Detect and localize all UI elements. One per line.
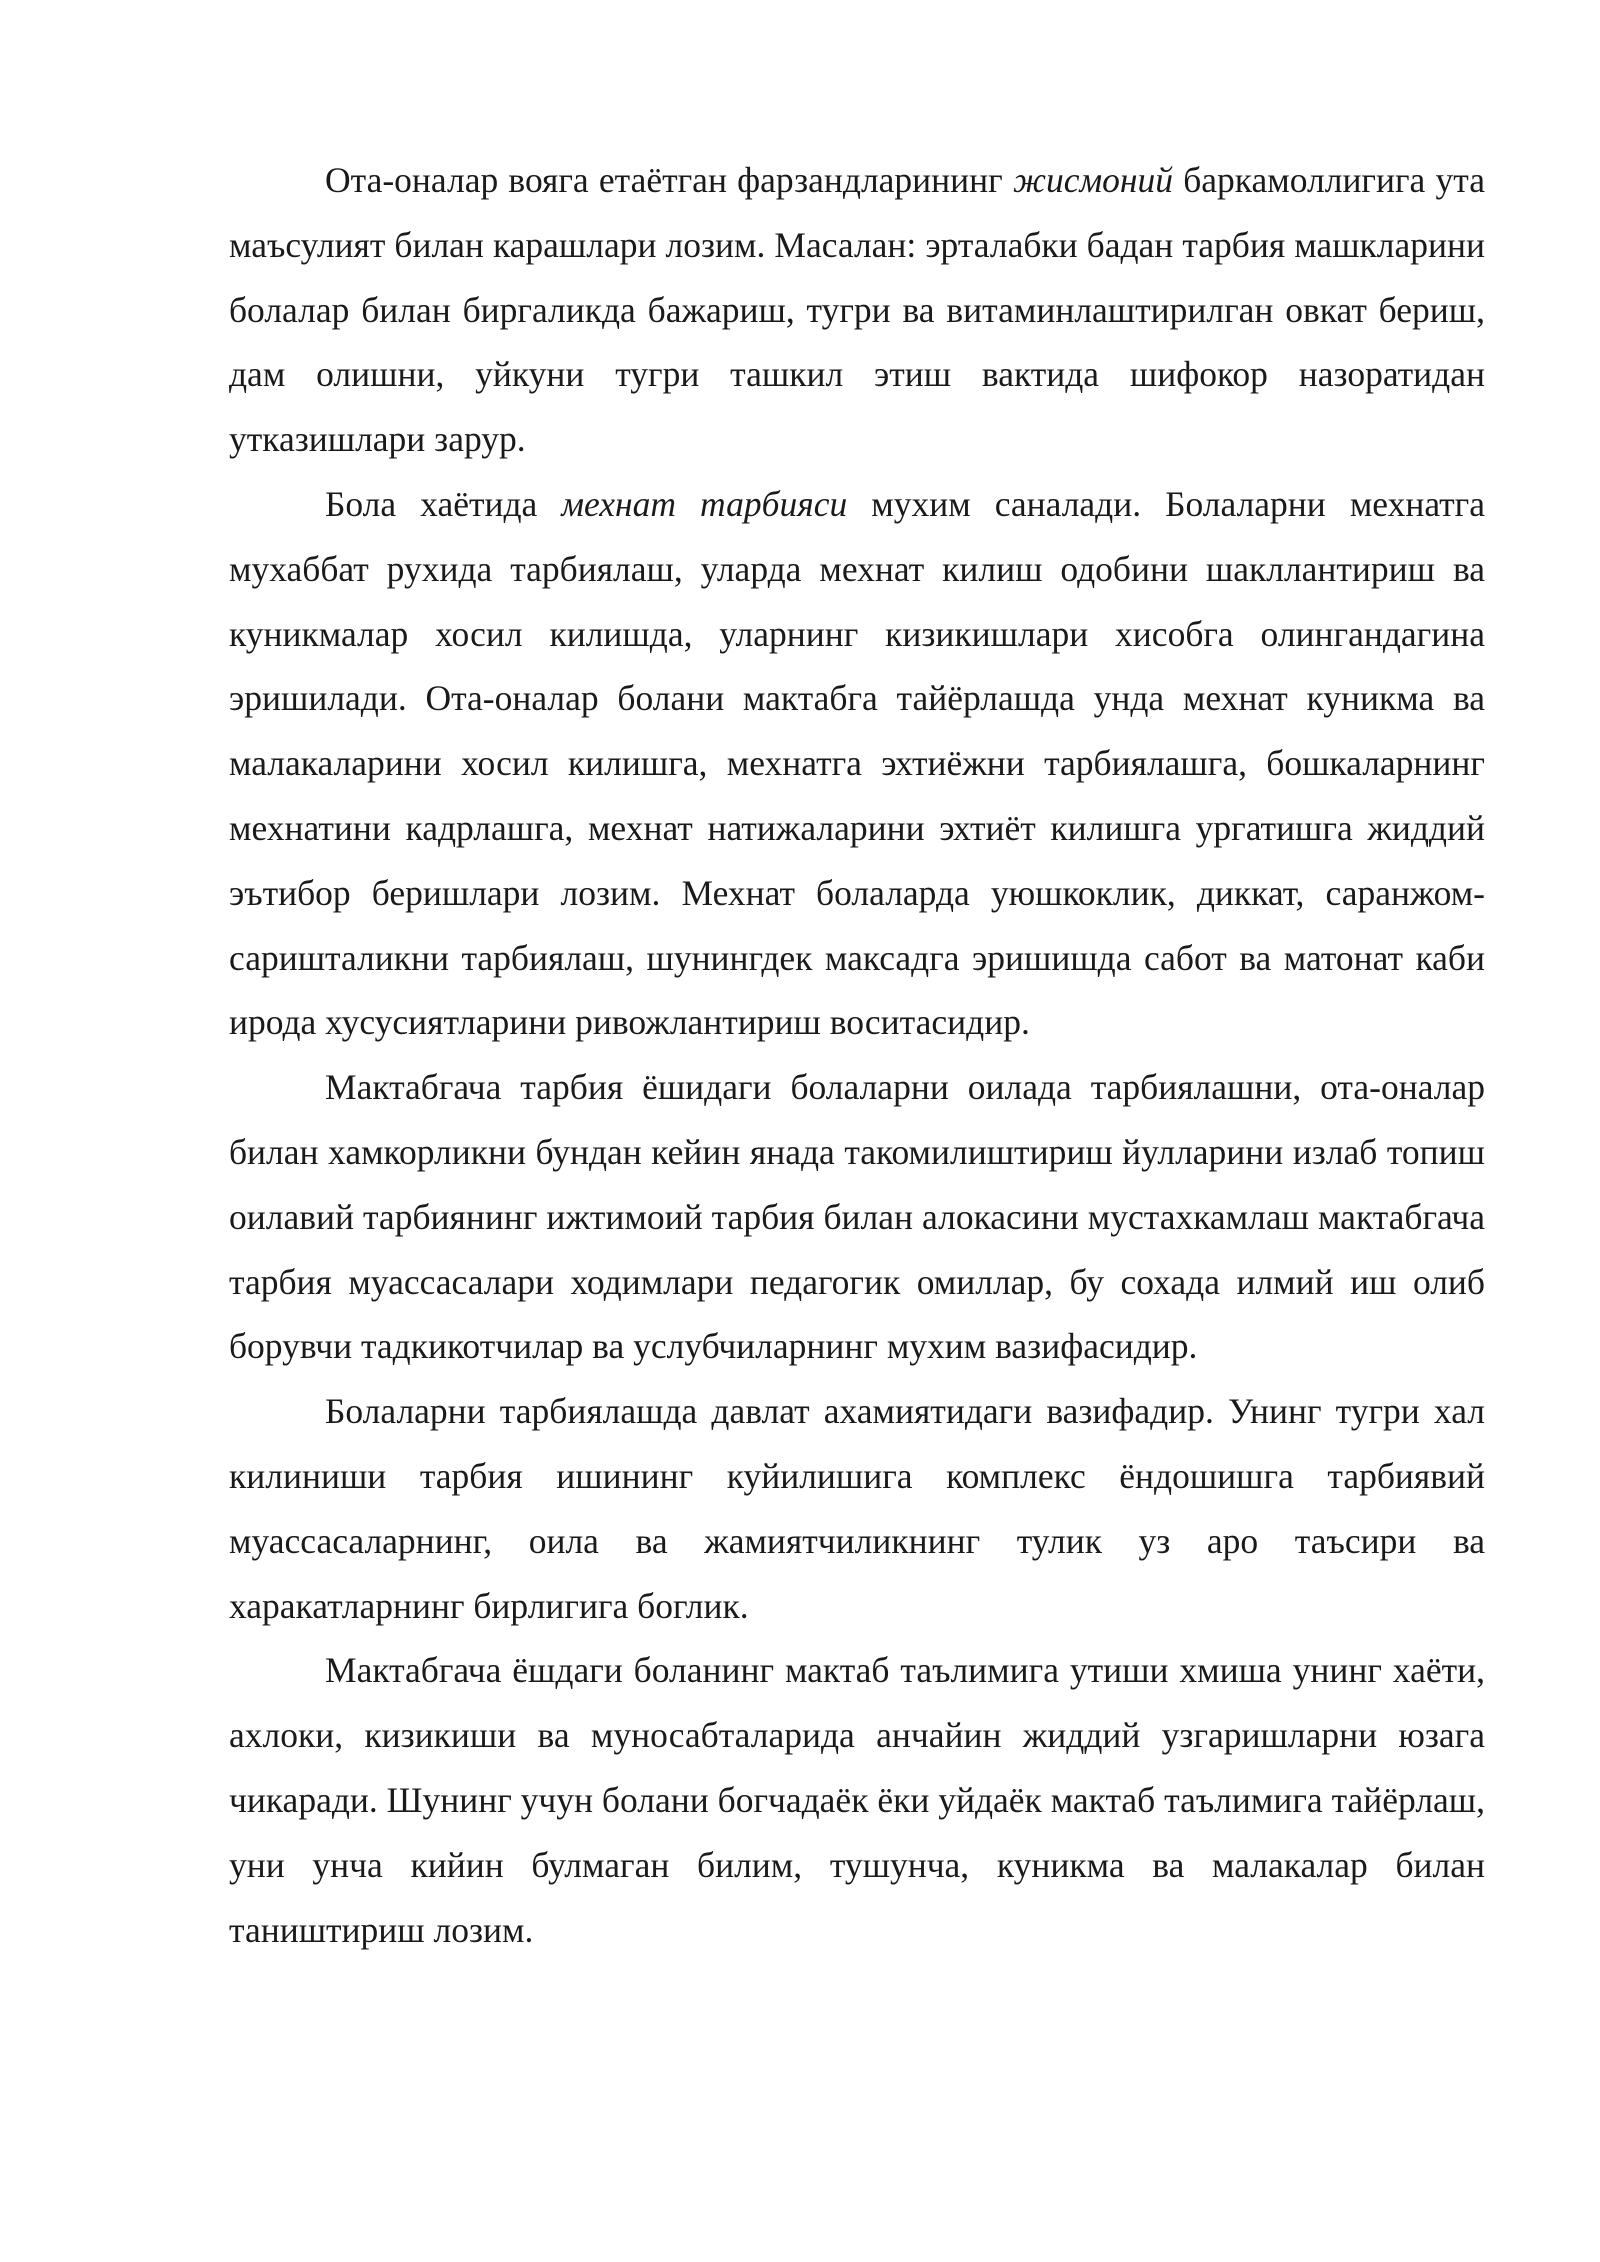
- paragraph-text: мухим саналади. Болаларни мехнатга мухаббат рухида тарбиялаш, уларда мехнат килиш одобини шакллантириш ва куникмалар хосил килишда, уларнинг кизикишлари хисобга олингандагина эришилади. Ота-оналар болани мактабга тайёрлашда унда мехнат куникма ва малакаларини хосил килишга, мехнатга эхтиёжни тарбиялашга, бошкаларнинг мехнатини кадрлашга, мехнат натижаларини эхтиёт килишга ургатишга жиддий эътибор беришлари лозим. Мехнат болаларда уюшкоклик, диккат, саранжом-саришталикни тарбиялаш, шунингдек максадга эришишда сабот ва матонат каби ирода хусусиятларини ривожлантириш воситасидир.: [229, 483, 1485, 1043]
- paragraph-text: Ота-оналар вояга етаётган фарзандларининг: [325, 160, 1013, 200]
- paragraph-text: Бола хаётида: [325, 483, 562, 524]
- paragraph-labor-education: [229, 472, 1485, 1055]
- emphasis-text: жисмоний: [1012, 160, 1173, 200]
- paragraph-state-importance: Болаларни тарбиялашда давлат ахамиятидаги вазифадир. Унинг тугри хал килиниши тарбия ишининг куйилишига комплекс ёндошишга тарбиявий муассасаларнинг, оила ва жамиятчиликнинг тулик уз аро таъсири ва харакатларнинг бирлигига боглик.: [229, 1391, 1485, 1626]
- paragraph-preschool-family: Мактабгача тарбия ёшидаги болаларни оилада тарбиялашни, ота-оналар билан хамкорликни бундан кейин янада такомилиштириш йулларини излаб топиш оилавий тарбиянинг ижтимоий тарбия билан алокасини мустахкамлаш мактабгача тарбия муассасалари ходимлари педагогик омиллар, бу сохада илмий иш олиб борувчи тадкикотчилар ва услубчиларнинг мухим вазифасидир.: [229, 1067, 1485, 1367]
- paragraph-physical-education: [229, 148, 1485, 472]
- emphasis-text: мехнат тарбияси: [561, 483, 848, 524]
- paragraph-school-transition: Мактабгача ёшдаги боланинг мактаб таълимига утиши хмиша унинг хаёти, ахлоки, кизикиши ва муносабталарида анчайин жиддий узгаришларни юзага чикаради. Шунинг учун болани богчадаёк ёки уйдаёк мактаб таълимига тайёрлаш, уни унча кийин булмаган билим, тушунча, куникма ва малакалар билан таништириш лозим.: [229, 1650, 1485, 1950]
- paragraph-text: баркамоллигига ута маъсулият билан карашлари лозим. Масалан: эрталабки бадан тарбия машкларини болалар билан биргаликда бажариш, тугри ва витаминлаштирилган овкат бериш, дам олишни, уйкуни тугри ташкил этиш вактида шифокор назоратидан утказишлари зарур.: [229, 160, 1485, 460]
- document-page: [229, 148, 1485, 1962]
